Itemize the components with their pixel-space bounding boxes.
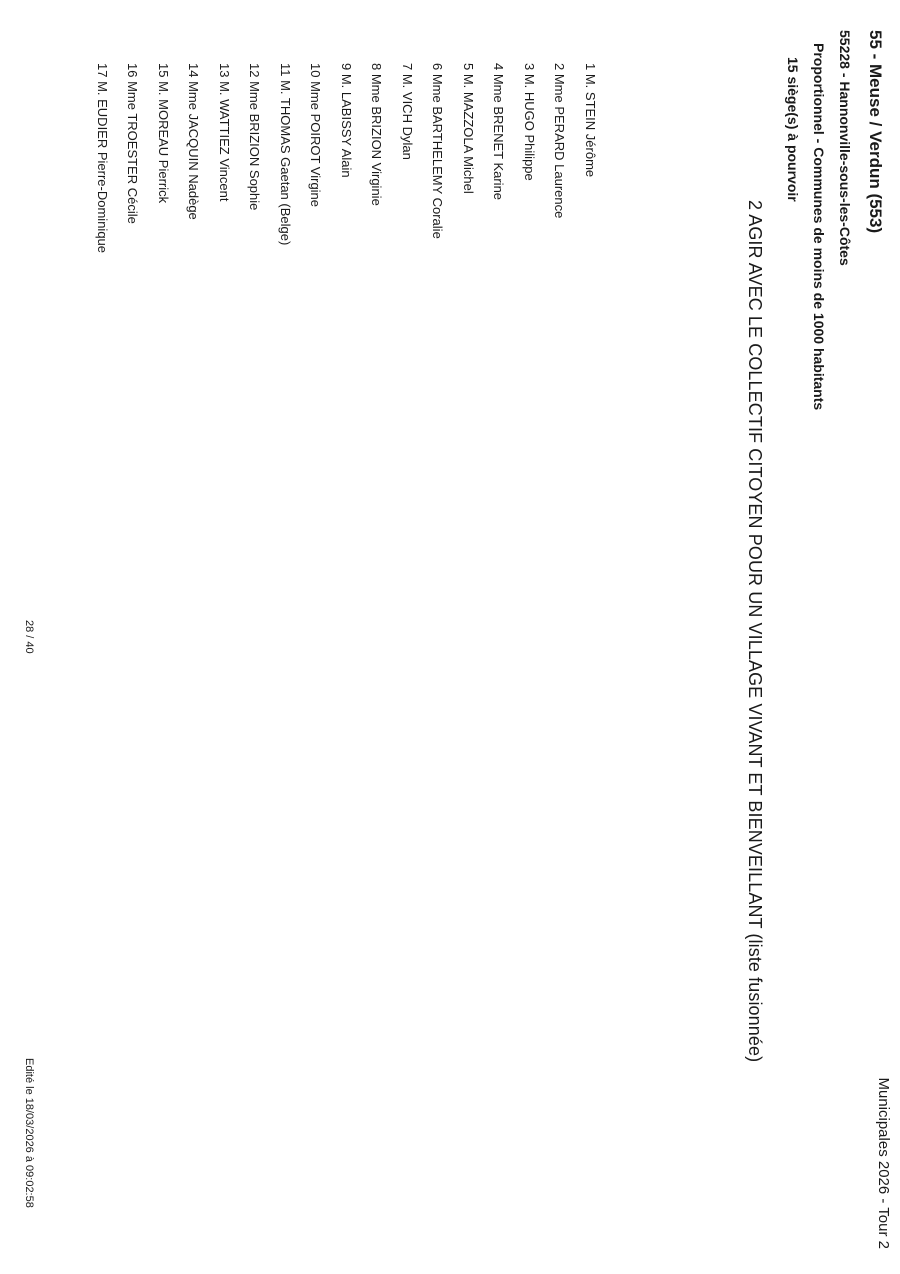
candidate-item: 16 Mme TROESTER Cécile (125, 63, 141, 224)
candidate-item: 9 M. LABISSY Alain (339, 63, 354, 178)
list-title: 2 AGIR AVEC LE COLLECTIF CITOYEN POUR UN VILLAGE VIVANT ET BIENVEILLANT (liste fusionnée) (745, 200, 765, 1063)
candidate-item: 7 M. VICH Dylan (400, 63, 415, 160)
department-title: 55 - Meuse / Verdun (553) (866, 30, 885, 234)
candidate-list (87, 63, 606, 253)
candidate-item: 15 M. MOREAU Pierrick (156, 63, 171, 204)
edited-timestamp: Edité le 18/03/2026 à 09:02:58 (23, 1058, 35, 1208)
candidate-item: 3 M. HUGO Philippe (522, 63, 537, 181)
candidate-item: 17 M. EUDIER Pierre-Dominique (95, 63, 110, 254)
candidate-item: 4 Mme BRENET Karine (491, 63, 507, 201)
election-label: Municipales 2026 - Tour 2 (875, 1077, 892, 1249)
seats-to-fill: 15 siège(s) à pourvoir (785, 57, 801, 202)
voting-mode: Proportionnel - Communes de moins de 1000 habitants (811, 43, 827, 411)
candidate-item: 13 M. WATTIEZ Vincent (217, 63, 232, 202)
commune-name: 55228 - Hannonville-sous-les-Côtes (837, 30, 853, 266)
candidate-item: 14 Mme JACQUIN Nadège (186, 63, 202, 220)
candidate-item: 11 M. THOMAS Gaetan (Belge) (278, 63, 293, 246)
candidate-item: 12 Mme BRIZION Sophie (247, 63, 263, 211)
candidate-item: 5 M. MAZZOLA Michel (461, 63, 476, 194)
candidate-item: 2 Mme PERARD Laurence (552, 63, 568, 219)
page-number: 28 / 40 (23, 620, 35, 654)
candidate-item: 8 Mme BRIZION Virginie (369, 63, 385, 206)
candidate-item: 1 M. STEIN Jérôme (583, 63, 598, 178)
candidate-item: 10 Mme POIROT Virgine (308, 63, 324, 208)
candidate-item: 6 Mme BARTHELEMY Coralie (430, 63, 446, 239)
